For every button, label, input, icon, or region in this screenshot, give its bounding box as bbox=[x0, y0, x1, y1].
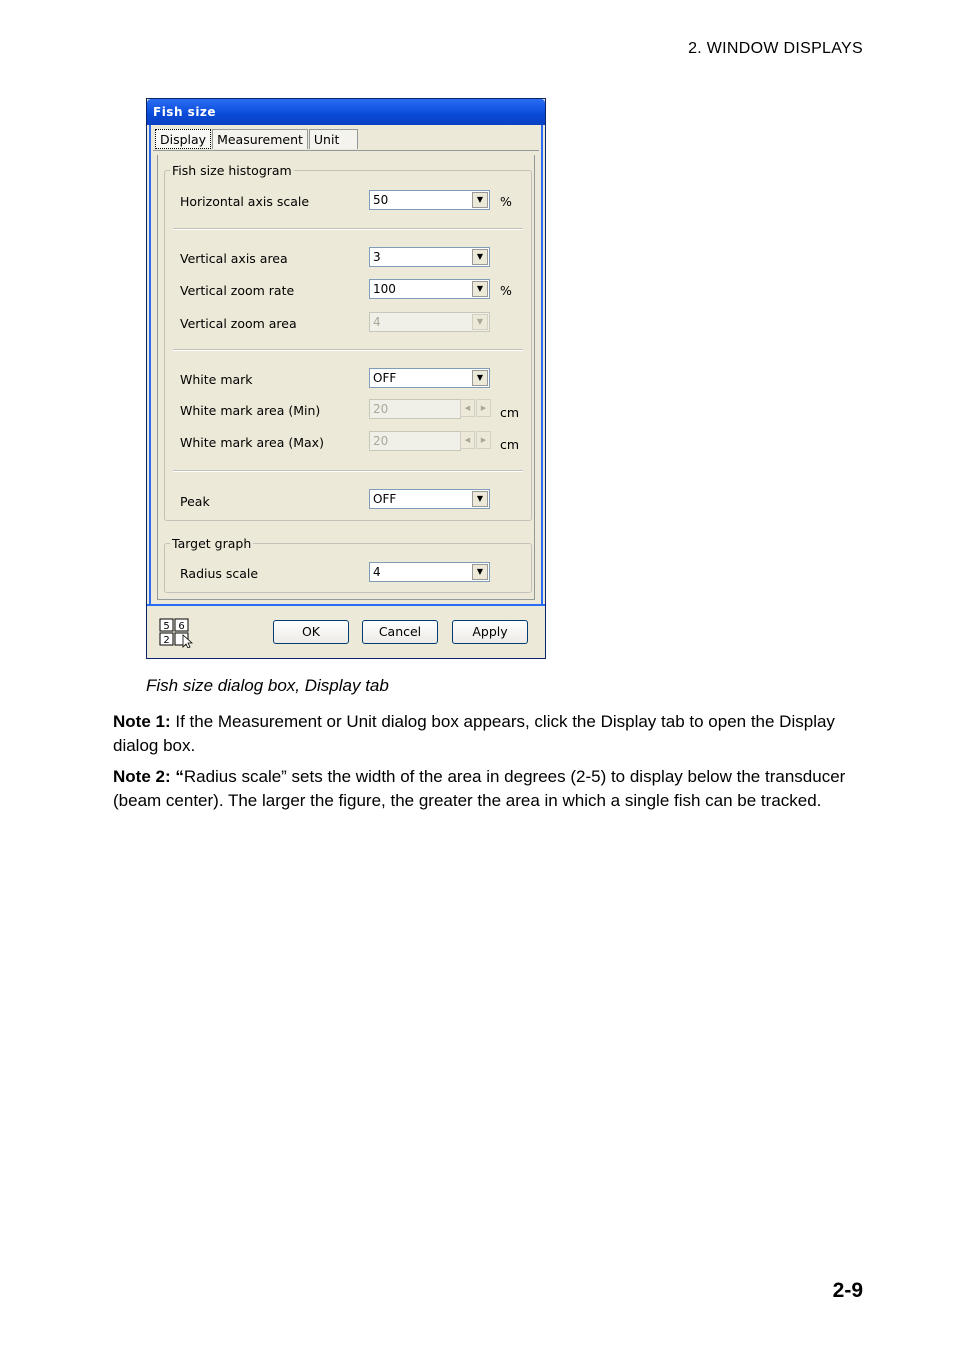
chevron-down-icon[interactable]: ▼ bbox=[472, 281, 488, 297]
tab-display[interactable]: Display bbox=[155, 129, 211, 149]
arrow-right-icon[interactable]: ▶ bbox=[476, 431, 491, 449]
horizontal-axis-scale-value: 50 bbox=[373, 193, 389, 207]
ok-button[interactable]: OK bbox=[273, 620, 349, 644]
peak-combo[interactable] bbox=[369, 489, 490, 509]
display-tab-panel bbox=[157, 155, 535, 600]
peak-label: Peak bbox=[180, 494, 210, 509]
white-mark-value: OFF bbox=[373, 371, 397, 385]
vertical-zoom-area-value: 4 bbox=[373, 315, 381, 329]
vertical-zoom-rate-unit: % bbox=[500, 283, 512, 298]
white-mark-min-value: 20 bbox=[373, 402, 389, 416]
target-graph-group bbox=[164, 536, 532, 593]
cancel-button[interactable]: Cancel bbox=[362, 620, 438, 644]
chevron-down-icon[interactable]: ▼ bbox=[472, 314, 488, 330]
white-mark-max-value: 20 bbox=[373, 434, 389, 448]
white-mark-min-input[interactable] bbox=[369, 399, 461, 419]
vertical-axis-area-combo[interactable] bbox=[369, 247, 490, 267]
horizontal-axis-scale-label: Horizontal axis scale bbox=[180, 194, 310, 209]
white-mark-min-label: White mark area (Min) bbox=[180, 403, 321, 418]
target-graph-legend: Target graph bbox=[172, 536, 252, 551]
note-1 bbox=[113, 710, 853, 758]
vertical-axis-area-value: 3 bbox=[373, 250, 381, 264]
white-mark-min-unit: cm bbox=[500, 405, 520, 420]
radius-scale-combo[interactable] bbox=[369, 562, 490, 582]
tab-measurement[interactable]: Measurement bbox=[212, 129, 308, 149]
chevron-down-icon[interactable]: ▼ bbox=[472, 192, 488, 208]
vertical-zoom-area-label: Vertical zoom area bbox=[180, 316, 297, 331]
white-mark-min-spinner[interactable] bbox=[460, 399, 492, 419]
vertical-zoom-area-combo[interactable] bbox=[369, 312, 490, 332]
arrow-left-icon[interactable]: ◀ bbox=[460, 431, 475, 449]
note-2 bbox=[113, 765, 853, 813]
histogram-group bbox=[164, 163, 532, 521]
separator bbox=[173, 470, 523, 472]
chevron-down-icon[interactable]: ▼ bbox=[472, 249, 488, 265]
dialog-footer bbox=[147, 604, 545, 658]
note-2-text: Radius scale” sets the width of the area in degrees (2-5) to display below the transducer (beam center). The larger the figure, the greater the area in which a single fish can be tracked. bbox=[113, 767, 846, 810]
chevron-down-icon[interactable]: ▼ bbox=[472, 491, 488, 507]
arrow-left-icon[interactable]: ◀ bbox=[460, 399, 475, 417]
tab-unit[interactable]: Unit bbox=[309, 129, 358, 149]
chevron-down-icon[interactable]: ▼ bbox=[472, 370, 488, 386]
white-mark-max-spinner[interactable] bbox=[460, 431, 492, 451]
tab-bar bbox=[155, 129, 359, 151]
white-mark-combo[interactable] bbox=[369, 368, 490, 388]
white-mark-label: White mark bbox=[180, 372, 253, 387]
vertical-zoom-rate-combo[interactable] bbox=[369, 279, 490, 299]
keypad-digit-6: 6 bbox=[178, 621, 185, 632]
radius-scale-value: 4 bbox=[373, 565, 381, 579]
apply-button[interactable]: Apply bbox=[452, 620, 528, 644]
horizontal-axis-scale-combo[interactable] bbox=[369, 190, 490, 210]
fish-size-dialog bbox=[146, 98, 546, 659]
page-number: 2-9 bbox=[832, 1279, 863, 1302]
chevron-down-icon[interactable]: ▼ bbox=[472, 564, 488, 580]
vertical-zoom-rate-value: 100 bbox=[373, 282, 396, 296]
arrow-right-icon[interactable]: ▶ bbox=[476, 399, 491, 417]
white-mark-max-label: White mark area (Max) bbox=[180, 435, 324, 450]
dialog-body bbox=[149, 125, 543, 606]
peak-value: OFF bbox=[373, 492, 397, 506]
keypad-digit-2: 2 bbox=[163, 635, 170, 646]
note-2-label: Note 2: “ bbox=[113, 767, 184, 786]
white-mark-max-input[interactable] bbox=[369, 431, 461, 451]
page-header: 2. WINDOW DISPLAYS bbox=[688, 40, 863, 57]
vertical-zoom-rate-label: Vertical zoom rate bbox=[180, 283, 295, 298]
separator bbox=[173, 349, 523, 351]
vertical-axis-area-label: Vertical axis area bbox=[180, 251, 288, 266]
separator bbox=[173, 228, 523, 230]
histogram-group-legend: Fish size histogram bbox=[172, 163, 292, 178]
note-1-text: If the Measurement or Unit dialog box appears, click the Display tab to open the Display dialog box. bbox=[113, 712, 835, 755]
white-mark-max-unit: cm bbox=[500, 437, 520, 452]
keypad-digit-5: 5 bbox=[163, 621, 170, 632]
radius-scale-label: Radius scale bbox=[180, 566, 259, 581]
figure-caption: Fish size dialog box, Display tab bbox=[146, 676, 389, 695]
horizontal-axis-scale-unit: % bbox=[500, 194, 512, 209]
keypad-icon[interactable] bbox=[159, 618, 193, 648]
note-1-label: Note 1: bbox=[113, 712, 171, 731]
tab-divider bbox=[153, 150, 539, 151]
dialog-title: Fish size bbox=[147, 99, 545, 125]
